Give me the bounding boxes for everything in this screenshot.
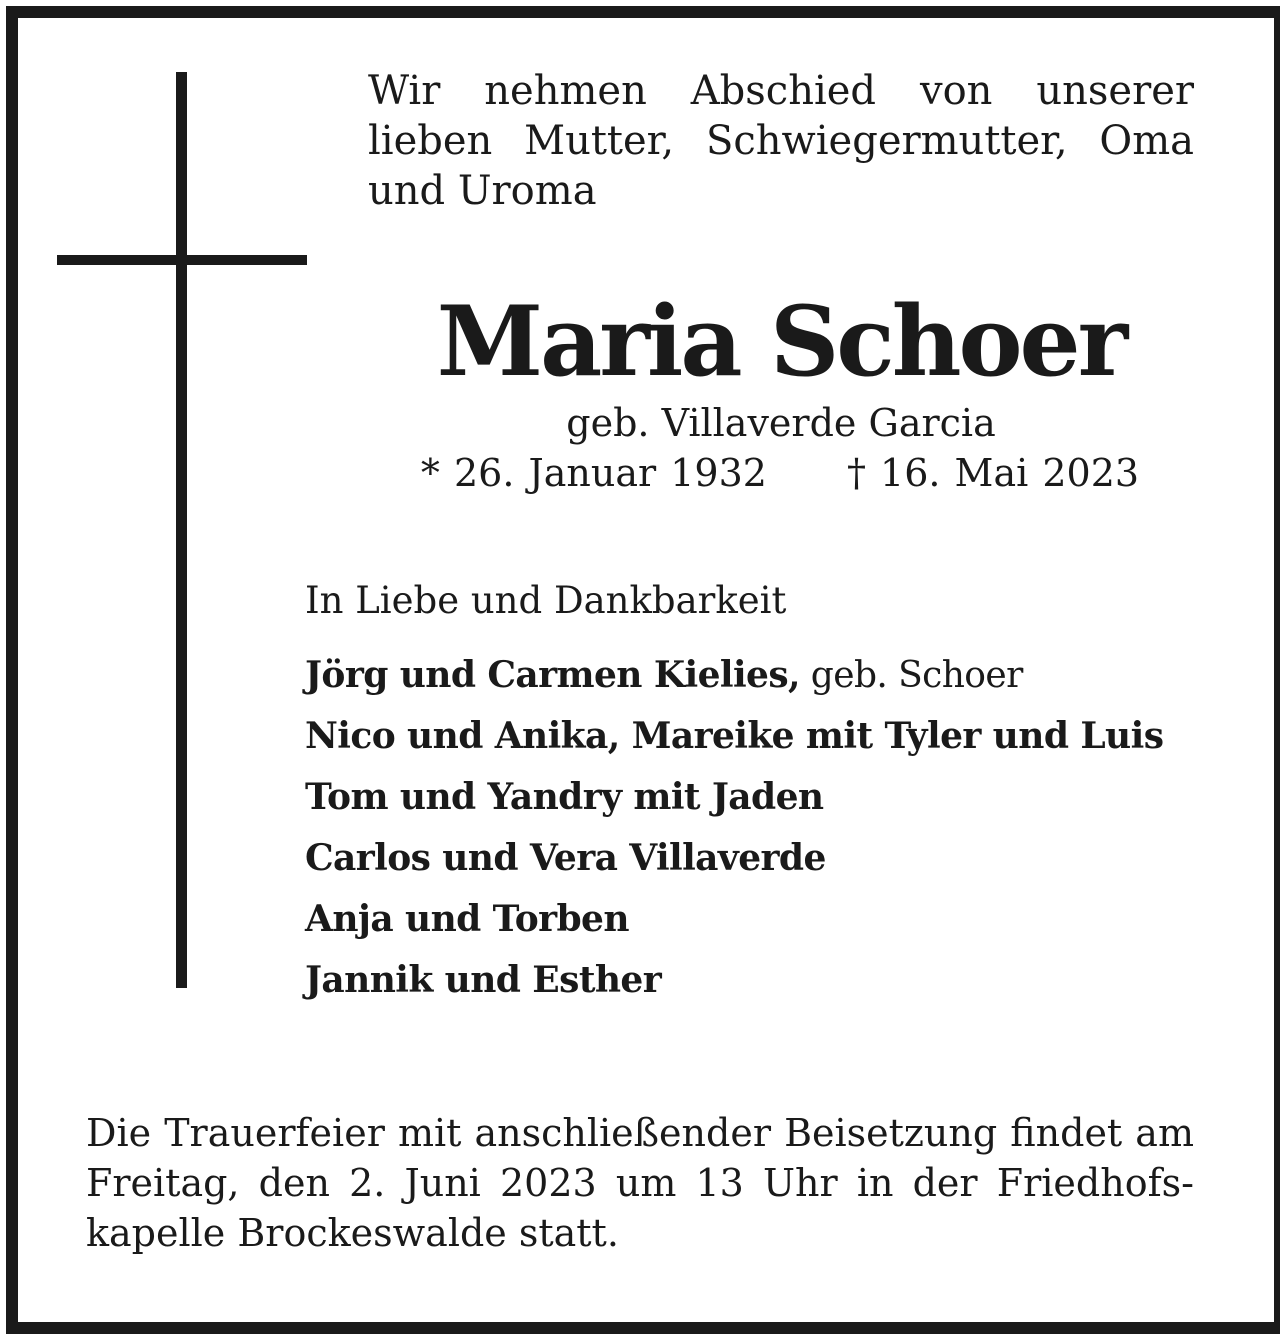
mourners-list	[305, 645, 1205, 1011]
cross-icon	[176, 72, 187, 988]
mourner-line: Jannik und Esther	[305, 959, 662, 1001]
mourner-line: Anja und Torben	[305, 898, 629, 940]
closing-phrase: In Liebe und Dankbarkeit	[305, 579, 787, 622]
mourner-line: Tom und Yandry mit Jaden	[305, 776, 824, 818]
mourner-line: Carlos und Vera Villaverde	[305, 837, 826, 879]
birth-name: geb. Villaverde Garcia	[566, 401, 996, 445]
birth-date: * 26. Januar 1932	[420, 451, 767, 495]
mourner-line: Nico und Anika, Mareike mit Tyler und Luis	[305, 715, 1164, 757]
life-dates	[400, 448, 1160, 498]
death-date: † 16. Mai 2023	[846, 451, 1140, 495]
cross-icon-bar	[57, 255, 307, 265]
ceremony-info: Die Trauerfeier mit anschließender Beisetzung findet am Freitag, den 2. Juni 2023 um 13 Uhr in der Friedhofskapelle Brockeswalde statt.	[86, 1111, 1194, 1255]
deceased-name: Maria Schoer	[436, 285, 1126, 398]
mourner-line: Jörg und Carmen Kielies, geb. Schoer	[305, 654, 1023, 696]
intro-text: Wir nehmen Abschied von unserer lieben Mutter, Schwiegermutter, Oma und Uroma	[368, 68, 1194, 214]
